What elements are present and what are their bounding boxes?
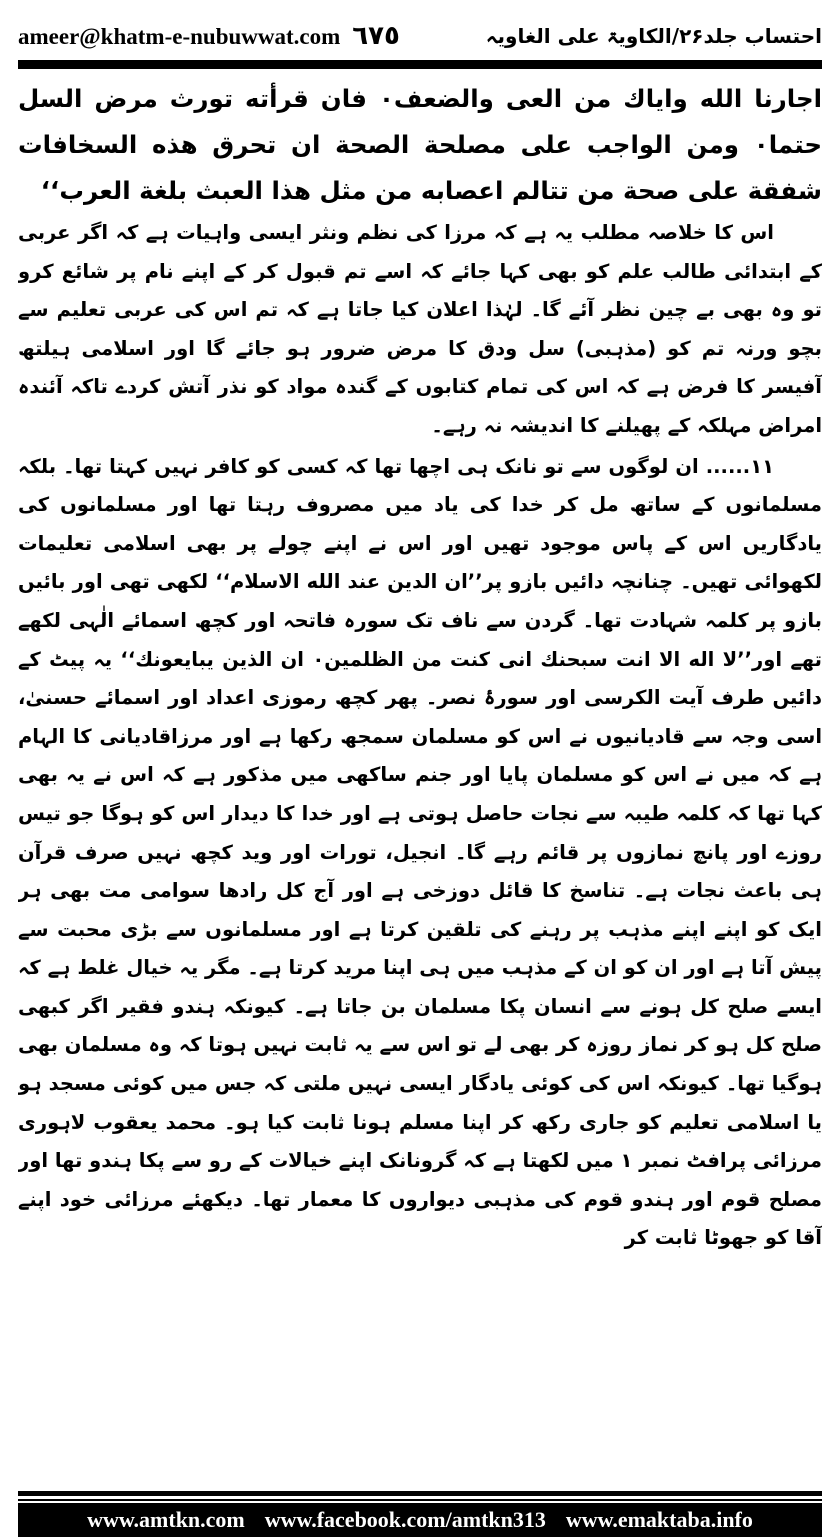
- running-title: احتساب جلد۲۶/الکاویۃ علی الغاویہ: [485, 24, 822, 48]
- header-rule: [18, 60, 822, 69]
- paragraph-nanak: ۱۱...... ان لوگوں سے تو نانک ہی اچھا تھا کہ کسی کو کافر نہیں کہتا تھا۔ بلکہ مسلمانوں کے ساتھ مل کر خدا کی یاد میں مصروف رہتا تھا اور مسلمانوں کی یادگاریں اس کے پاس موجود تھیں اور اس نے اپنے چولے پر بھی اسلامی تعلیمات لکھوائی تھیں۔ چنانچہ دائیں بازو پر’’ان الدين عند الله الاسلام‘‘ لکھی تھی اور بائیں بازو پر کلمہ شہادت تھا۔ گردن سے ناف تک سورہ فاتحہ اور کچھ اسمائے الٰہی لکھے تھے اور’’لا اله الا انت سبحنك انى كنت من الظلمين٠ ان الذين يبايعونك‘‘ یہ پیٹ کے دائیں طرف آیت الکرسی اور سورۂ نصر۔ پھر کچھ رموزی اعداد اور اسمائے حسنیٰ، اسی وجہ سے قادیانیوں نے اس کو مسلمان سمجھ رکھا ہے اور مرزاقادیانی کا الہام ہے کہ میں نے اس کو مسلمان پایا اور جنم ساکھی میں مذکور ہے کہ اس نے یہ بھی کہا تھا کہ کلمہ طیبہ سے نجات حاصل ہوتی ہے اور خدا کا دیدار اس کو ہوگا جو تیس روزے اور پانچ نمازوں پر قائم رہے گا۔ انجیل، تورات اور وید کچھ نہیں صرف قرآن ہی باعث نجات ہے۔ تناسخ کا قائل دوزخی ہے اور آج کل رادھا سوامی مت بھی ہر ایک کو اپنے اپنے مذہب پر رہنے کی تلقین کرتا ہے اور مسلمانوں سے بڑی محبت سے پیش آتا ہے اور ان کو ان کے مذہب میں ہی اپنا مرید کرتا ہے۔ مگر یہ خیال غلط ہے کہ ایسے صلح کل ہونے سے انسان پکا مسلمان بن جاتا ہے۔ کیونکہ ہندو فقیر اگر کبھی صلح کل ہو کر نماز روزہ کر بھی لے تو اس سے یہ ثابت نہیں ہوتا کہ وہ مسلمان بھی ہوگیا تھا۔ کیونکہ اس کی کوئی یادگار ایسی نہیں ملتی کہ جس میں کوئی مسجد ہو یا اسلامی تعلیم کو جاری رکھ کر اپنا مسلم ہونا ثابت کیا ہو۔ محمد یعقوب لاہوری مرزائی پرافٹ نمبر ۱ میں لکھتا ہے کہ گرونانک اپنے خیالات کے رو سے پکا ہندو تھا اور مصلح قوم اور ہندو قوم کی مذہبی دیواروں کا معمار تھا۔ دیکھئے مرزائی خود اپنے آقا کو جھوٹا ثابت کر: [18, 454, 822, 1250]
- footer-rule: [18, 1491, 822, 1496]
- header-left: [18, 21, 400, 51]
- page-number: ٦٧٥: [352, 21, 400, 51]
- footer-link-emaktaba: www.emaktaba.info: [565, 1507, 753, 1532]
- page-header: [18, 14, 822, 58]
- header-email: ameer@khatm-e-nubuwwat.com: [18, 24, 341, 49]
- page-body: [18, 76, 822, 1450]
- footer-rule-thin: [18, 1499, 822, 1501]
- paragraph-summary: اس کا خلاصہ مطلب یہ ہے کہ مرزا کی نظم ونثر ایسی واہیات ہے کہ اگر عربی کے ابتدائی طالب علم کو بھی کہا جائے کہ اسے تم قبول کر کے اپنے نام پر شائع کرو تو وہ بھی بے چین نظر آئے گا۔ لہٰذا اعلان کیا جاتا ہے کہ تم اس کی عربی تعلیم سے بچو ورنہ تم کو (مذہبی) سل ودق کا مرض ضرور ہو جائے گا اور اسلامی ہیلتھ آفیسر کا فرض ہے کہ اس کی تمام کتابوں کے گندہ مواد کو نذر آتش کردے تاکہ آئندہ امراض مہلکہ کے پھیلنے کا اندیشہ نہ رہے۔: [18, 221, 822, 437]
- footer-link-amtkn: www.amtkn.com: [87, 1507, 245, 1532]
- footer-link-facebook: www.facebook.com/amtkn313: [264, 1507, 546, 1532]
- arabic-quote: اجارنا الله واياك من العى والضعف٠ فان قرأته تورث مرض السل حتما٠ ومن الواجب على مصلحة الصحة ان تحرق هذه السخافات شفقة على صحة من تتالم اعصابه من مثل هذا العبث بلغة العرب‘‘: [18, 84, 822, 205]
- page-footer: [18, 1503, 822, 1537]
